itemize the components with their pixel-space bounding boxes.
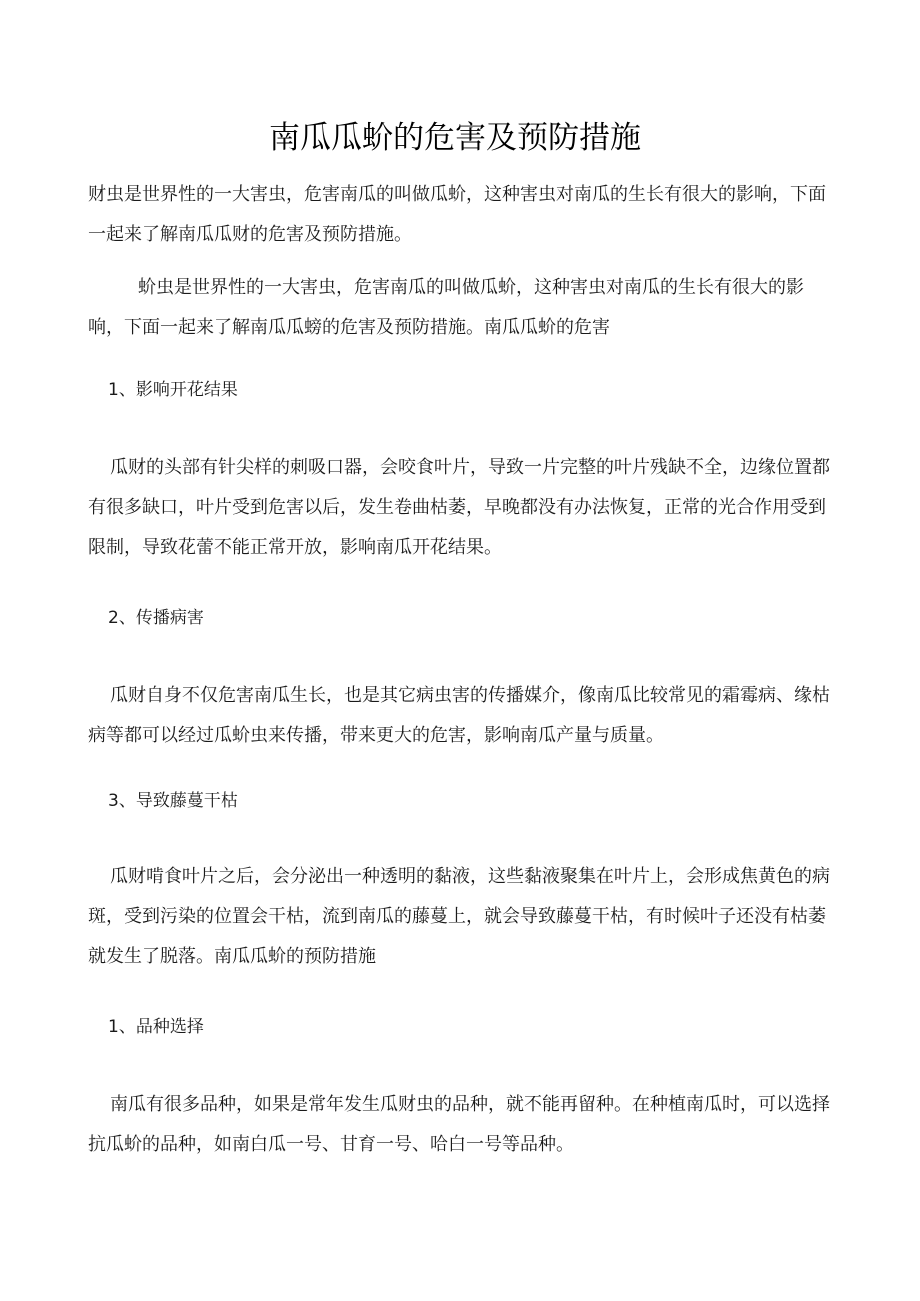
- section-body-2: 瓜财自身不仅危害南瓜生长，也是其它病虫害的传播媒介，像南瓜比较常见的霜霉病、缘枯病等都可以经过瓜蚧虫来传播，带来更大的危害，影响南瓜产量与质量。: [88, 685, 830, 746]
- section-heading-4: 1、品种选择: [108, 1017, 204, 1037]
- section-body-3: 瓜财啃食叶片之后，会分泌出一种透明的黏液，这些黏液聚集在叶片上，会形成焦黄色的病斑，受到污染的位置会干枯，流到南瓜的藤蔓上，就会导致藤蔓干枯，有时候叶子还没有枯萎就发生了脱落。南瓜瓜蚧的预防措施: [88, 866, 830, 967]
- section-body-4: 南瓜有很多品种，如果是常年发生瓜财虫的品种，就不能再留种。在种植南瓜时，可以选择抗瓜蚧的品种，如南白瓜一号、甘育一号、哈白一号等品种。: [88, 1094, 830, 1155]
- section-heading-1: 1、影响开花结果: [108, 380, 238, 400]
- section-heading-3: 3、导致藤蔓干枯: [108, 791, 238, 811]
- intro-paragraph: 财虫是世界性的一大害虫，危害南瓜的叫做瓜蚧，这种害虫对南瓜的生长有很大的影响，下面一起来了解南瓜瓜财的危害及预防措施。: [88, 184, 826, 245]
- document-title: 南瓜瓜蚧的危害及预防措施: [269, 120, 641, 156]
- section-heading-2: 2、传播病害: [108, 608, 204, 628]
- section-body-1: 瓜财的头部有针尖样的刺吸口器，会咬食叶片，导致一片完整的叶片残缺不全，边缘位置都有很多缺口，叶片受到危害以后，发生卷曲枯萎，早晚都没有办法恢复，正常的光合作用受到限制，导致花蕾不能正常开放，影响南瓜开花结果。: [88, 457, 830, 558]
- intro-paragraph-2: 蚧虫是世界性的一大害虫，危害南瓜的叫做瓜蚧，这种害虫对南瓜的生长有很大的影响，下面一起来了解南瓜瓜螃的危害及预防措施。南瓜瓜蚧的危害: [88, 277, 804, 338]
